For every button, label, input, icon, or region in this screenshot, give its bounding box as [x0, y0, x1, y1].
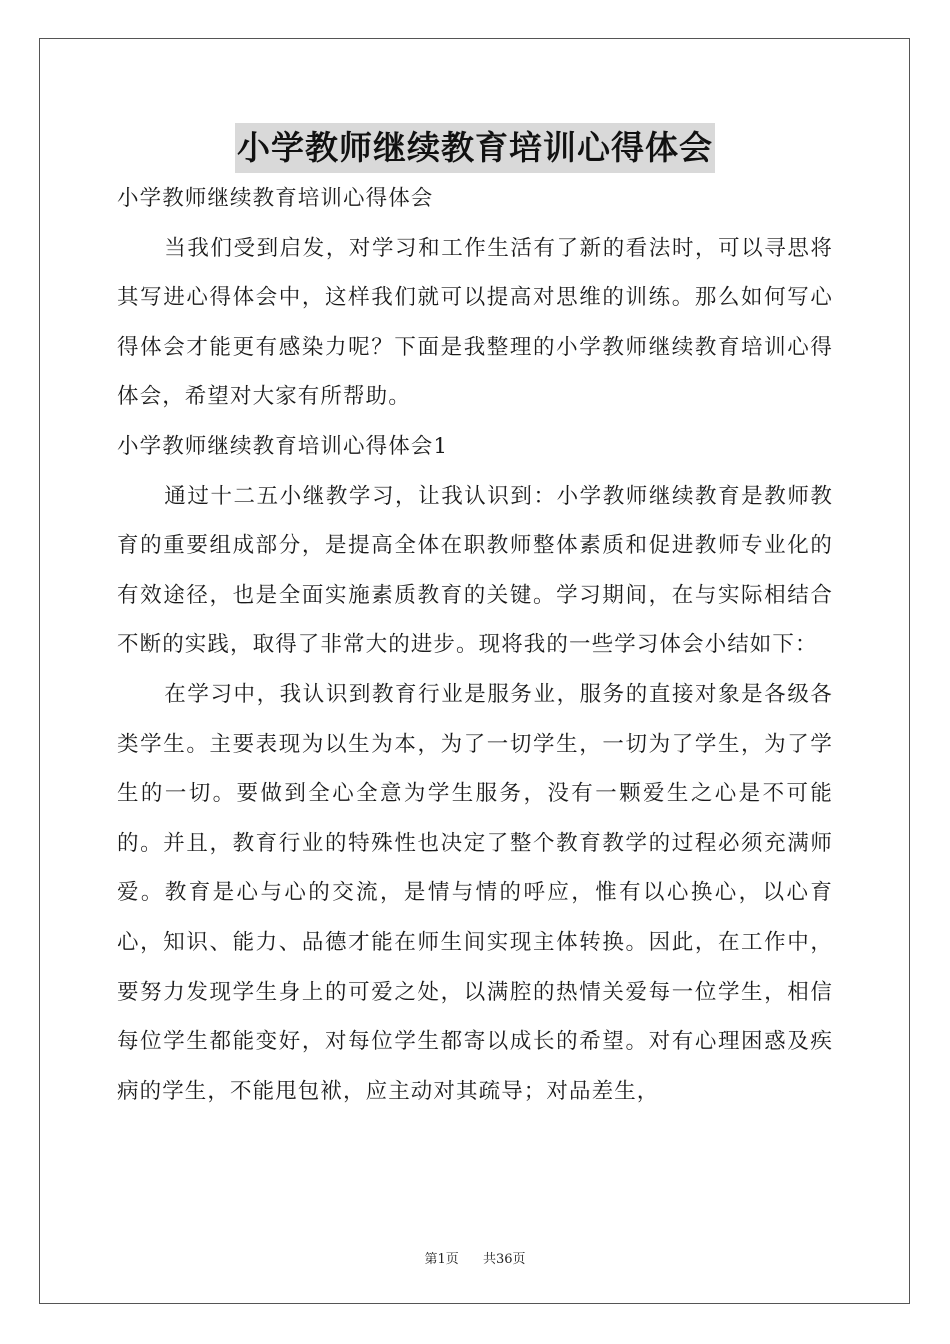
document-title: 小学教师继续教育培训心得体会: [235, 123, 715, 173]
paragraph: 在学习中，我认识到教育行业是服务业，服务的直接对象是各级各类学生。主要表现为以生为本，为了一切学生，一切为了学生，为了学生的一切。要做到全心全意为学生服务，没有一颗爱生之心是不可能的。并且，教育行业的特殊性也决定了整个教育教学的过程必须充满师爱。教育是心与心的交流，是情与情的呼应，惟有以心换心，以心育心，知识、能力、品德才能在师生间实现主体转换。因此，在工作中，要努力发现学生身上的可爱之处，以满腔的热情关爱每一位学生，相信每位学生都能变好，对每位学生都寄以成长的希望。对有心理困惑及疾病的学生，不能甩包袱，应主动对其疏导；对品差生，: [117, 681, 833, 1104]
page-footer: [0, 1248, 950, 1267]
paragraph: 小学教师继续教育培训心得体会: [117, 186, 434, 211]
current-page-number: 第1页: [424, 1252, 459, 1267]
paragraph: 当我们受到启发，对学习和工作生活有了新的看法时，可以寻思将其写进心得体会中，这样我们就可以提高对思维的训练。那么如何写心得体会才能更有感染力呢？下面是我整理的小学教师继续教育培训心得体会，希望对大家有所帮助。: [117, 235, 833, 410]
title-container: [0, 123, 950, 173]
total-page-count: 共36页: [483, 1252, 526, 1267]
document-body: [117, 174, 833, 1116]
paragraph: 通过十二五小继教学习，让我认识到：小学教师继续教育是教师教育的重要组成部分，是提高全体在职教师整体素质和促进教师专业化的有效途径，也是全面实施素质教育的关键。学习期间，在与实际相结合不断的实践，取得了非常大的进步。现将我的一些学习体会小结如下：: [117, 483, 833, 658]
paragraph: 小学教师继续教育培训心得体会1: [117, 433, 449, 459]
